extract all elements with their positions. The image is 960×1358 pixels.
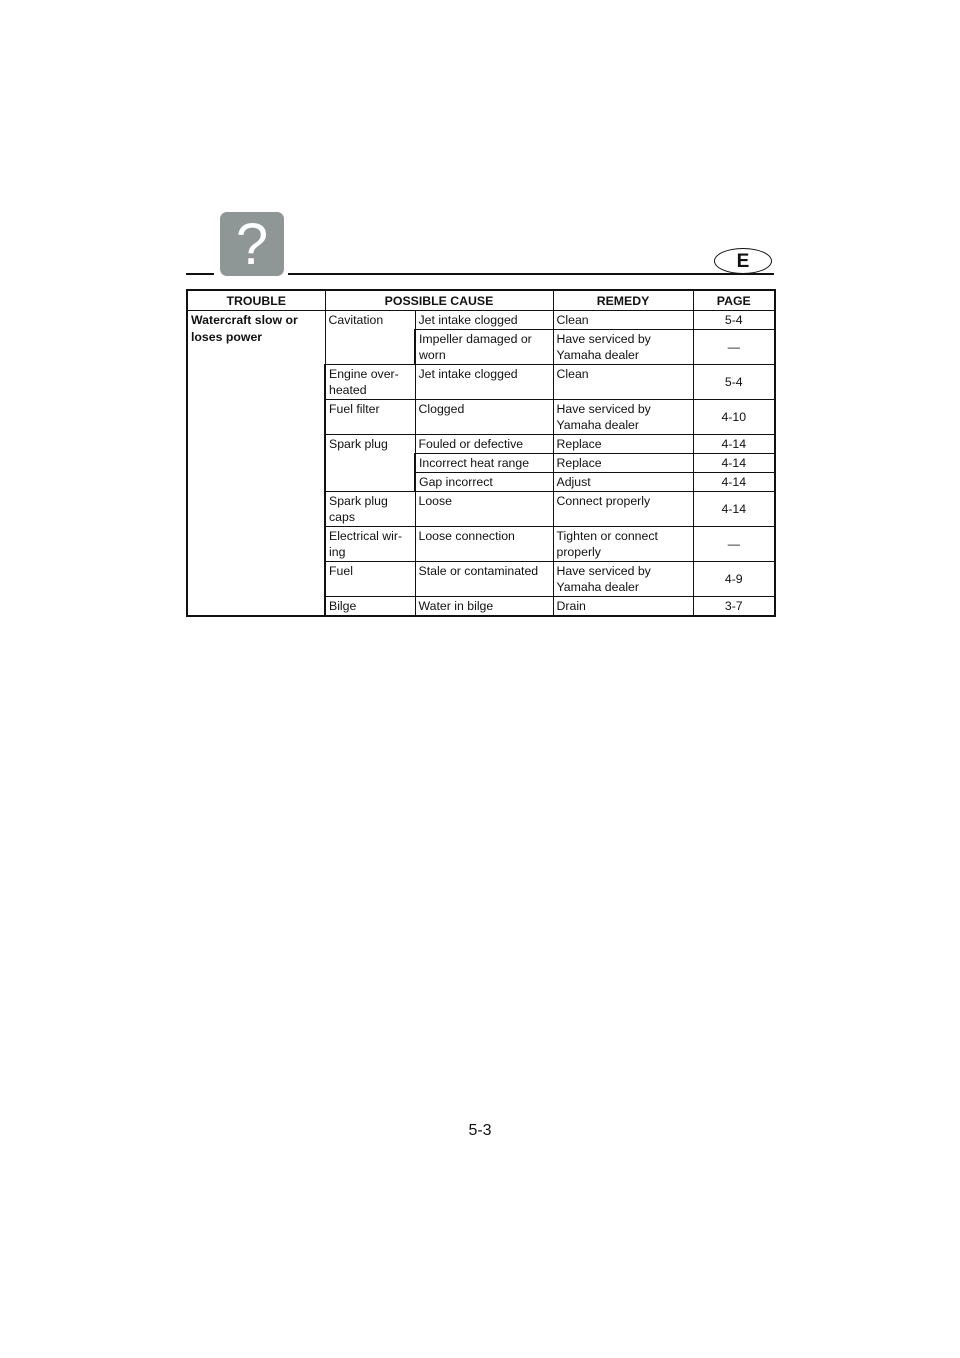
table-row <box>187 311 775 330</box>
cause-detail: Water in bilge <box>415 597 553 617</box>
troubleshooting-question-icon <box>220 212 284 276</box>
cause-detail: Loose connection <box>415 527 553 562</box>
cause-detail: Clogged <box>415 400 553 435</box>
page-ref: 4-14 <box>693 473 775 492</box>
cause-part: Bilge <box>325 597 415 617</box>
cause-part: Fuel <box>325 562 415 597</box>
cause-detail: Gap incorrect <box>415 473 553 492</box>
cause-detail: Stale or contaminated <box>415 562 553 597</box>
column-header-page: PAGE <box>693 290 775 311</box>
page-ref: 4-14 <box>693 454 775 473</box>
column-header-possible-cause: POSSIBLE CAUSE <box>325 290 553 311</box>
page-ref: 4-10 <box>693 400 775 435</box>
column-header-remedy: REMEDY <box>553 290 693 311</box>
remedy: Clean <box>553 311 693 330</box>
page-ref: 4-14 <box>693 435 775 454</box>
cause-detail: Fouled or defective <box>415 435 553 454</box>
page-number: 5-3 <box>468 1122 492 1139</box>
page-ref: 5-4 <box>693 311 775 330</box>
table-header-row <box>187 290 775 311</box>
page-ref: — <box>693 330 775 365</box>
cause-detail: Impeller damaged or worn <box>415 330 553 365</box>
remedy: Have serviced by Yamaha dealer <box>553 330 693 365</box>
language-code: E <box>736 250 750 272</box>
page-ref: 5-4 <box>693 365 775 400</box>
remedy: Drain <box>553 597 693 617</box>
page-ref: 3-7 <box>693 597 775 617</box>
troubleshooting-table <box>186 289 776 617</box>
cause-detail: Jet intake clogged <box>415 365 553 400</box>
question-mark-glyph: ? <box>235 212 269 277</box>
cause-detail: Incorrect heat range <box>415 454 553 473</box>
cause-part: Engine over-heated <box>325 365 415 400</box>
remedy: Have serviced by Yamaha dealer <box>553 400 693 435</box>
cause-part: Spark plug <box>325 435 415 492</box>
language-badge <box>714 248 772 274</box>
cause-part: Cavitation <box>325 311 415 365</box>
remedy: Replace <box>553 454 693 473</box>
remedy: Replace <box>553 435 693 454</box>
trouble-description: Watercraft slow or loses power <box>187 311 325 617</box>
page-ref: 4-9 <box>693 562 775 597</box>
cause-detail: Jet intake clogged <box>415 311 553 330</box>
remedy: Adjust <box>553 473 693 492</box>
remedy: Clean <box>553 365 693 400</box>
remedy: Have serviced by Yamaha dealer <box>553 562 693 597</box>
cause-part: Spark plug caps <box>325 492 415 527</box>
page-ref: 4-14 <box>693 492 775 527</box>
cause-part: Electrical wir-ing <box>325 527 415 562</box>
cause-detail: Loose <box>415 492 553 527</box>
remedy: Tighten or connect properly <box>553 527 693 562</box>
column-header-trouble: TROUBLE <box>187 290 325 311</box>
header-rule-left <box>186 273 214 275</box>
remedy: Connect properly <box>553 492 693 527</box>
header-rule-right <box>288 273 774 275</box>
cause-part: Fuel filter <box>325 400 415 435</box>
page-ref: — <box>693 527 775 562</box>
